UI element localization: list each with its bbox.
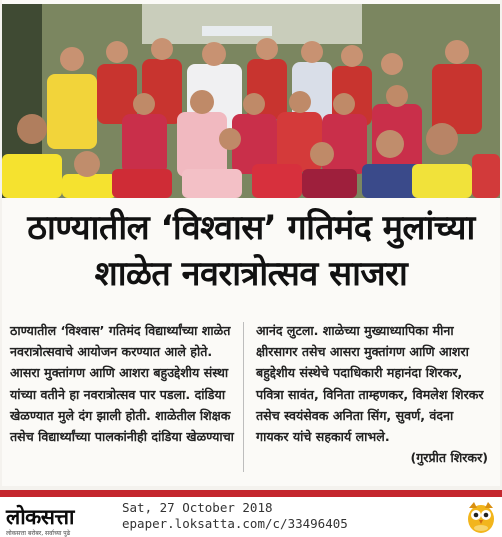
logo-tagline: लोकसत्ता बरोबर, सर्वाच्या पुढे xyxy=(6,530,71,537)
article-column-right xyxy=(256,320,488,468)
headline-line-1: ठाण्यातील ‘विश्वास’ गतिमंद मुलांच्या xyxy=(27,208,475,248)
photo-credit: (गुरप्रीत शिरकर) xyxy=(410,450,488,466)
headline xyxy=(2,205,500,297)
footer-accent-bar xyxy=(0,490,502,497)
epaper-link[interactable]: epaper.loksatta.com/c/33496405 xyxy=(122,516,348,531)
logo-text: लोकसत्ता xyxy=(6,505,74,529)
article-text-left: गतिमंद विद्यार्थ्यांच्या शाळेत नवरात्रोत्सवाचे आयोजन करण्यात आले होते. आसरा मुक्तांगण आणि आशरा बहुउद्देशीय संस्था यांच्या वतीने हा नवरात्रोत्सव पार पडला. दांडिया खेळण्यात मुले दंग झाली होती. शाळेतील शिक्षक तसेच विद्यार्थ्यांच्या पालकांनीही दांडिया खेळण्याचा xyxy=(10,323,234,445)
article-lead: ठाण्यातील ‘विश्वास’ xyxy=(10,323,105,338)
headline-line-2: शाळेत नवरात्रोत्सव साजरा xyxy=(94,254,408,294)
publication-date: Sat, 27 October 2018 xyxy=(122,500,273,515)
article-column-left xyxy=(10,320,242,447)
article-paragraph-left xyxy=(10,320,242,447)
group-photo-illustration xyxy=(2,4,500,198)
epaper-footer xyxy=(0,497,502,537)
article-paragraph-right xyxy=(256,320,488,468)
owl-mascot-icon xyxy=(466,500,496,534)
article-text-right: आनंद लुटला. शाळेच्या मुख्याध्यापिका मीना क्षीरसागर तसेच आसरा मुक्तांगण आणि आशरा बहुद्देशीय संस्थेचे पदाधिकारी महानंदा शिरकर, पवित्रा सावंत, विनिता ताम्हणकर, विमलेश शिरकर तसेच स्वयंसेवक अनिता सिंग, सुवर्ण, वंदना गायकर यांचे सहकार्य लाभले. xyxy=(256,323,484,445)
news-clipping xyxy=(2,0,500,486)
loksatta-logo[interactable] xyxy=(6,503,74,537)
article-body xyxy=(10,320,496,480)
group-photo xyxy=(2,4,500,198)
